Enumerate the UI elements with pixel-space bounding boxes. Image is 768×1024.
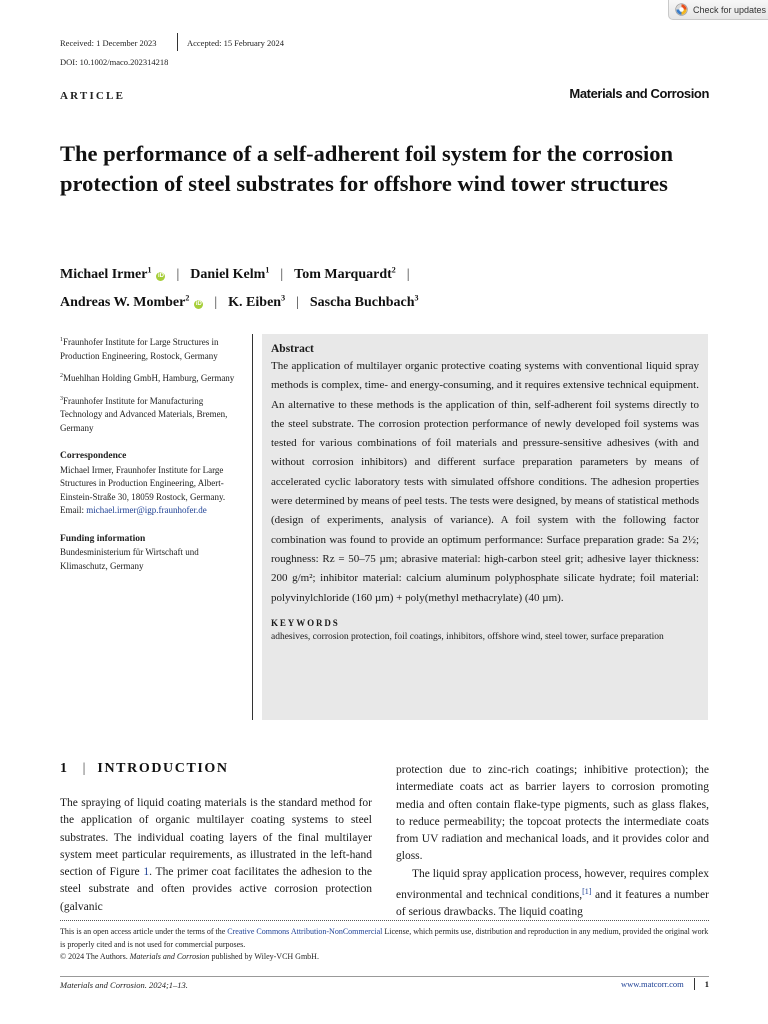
author-name[interactable]: Sascha Buchbach$^3$	[309, 293, 419, 311]
copyright-text: © 2024 The Authors. Materials and Corrosion published by Wiley-VCH GmbH.	[60, 952, 319, 961]
date-divider	[177, 33, 178, 51]
author-separator: |	[406, 266, 410, 282]
keywords-heading: KEYWORDS	[271, 617, 340, 628]
correspondence-text: Michael Irmer, Fraunhofer Institute for Large Structures in Production Engineering, Albert-Einstein-Straße 30, 18059 Rostock, Germany.	[60, 464, 226, 502]
received-date: Received: 1 December 2023	[60, 38, 157, 48]
orcid-icon[interactable]: iD	[195, 301, 202, 308]
author-name[interactable]: K. Eiben$^3$	[228, 293, 286, 311]
correspondence-heading: Correspondence	[60, 451, 127, 461]
license-divider	[60, 920, 709, 921]
abstract-text: The application of multilayer organic protective coating systems with conventional liquid spray methods is complex, time- and energy-consuming, and it requires extensive technical equipment. An alternative to these methods is the application of thin, self-adherent foil systems directly to the steel substrate. The corrosion protection performance of newly developed foil systems was tested for various combinations of foil materials and pressure-sensitive adhesives (with and without corrosion inhibitors) and different surface preparation parameters by means of accelerated cyclic laboratory tests with simulated offshore conditions. The adhesion properties were determined by means of peel tests. The tests were designed, by means of statistical methods (design of experiments, analysis of variance). A foil system with the following factor combination was found to provide an optimum performance: Surface preparation grade: Sa 2½; roughness: Rz = 50–75 µm; abrasive material: high-carbon steel grit; adhesive layer thickness: 200 g/m²; inhibitor material: calcium aluminum polyphosphate silicate hydrate; foil material: polyvinylchloride (160 µm) + poly(methyl methacrylate) (40 µm).	[271, 360, 699, 604]
body-paragraph: The spraying of liquid coating materials is the standard method for the application of organic multilayer coating systems to steel substrates. The individual coating layers of the final multilayer system meet particular requirements, as illustrated in the left-hand section of Figure 1. The primer coat facilitates the adhesion to the steel substrate and often provides active corrosion protection (galvanic	[60, 797, 372, 913]
article-type-label: ARTICLE	[60, 90, 126, 102]
check-for-updates-label: Check for updates	[693, 4, 767, 15]
author-separator: |	[280, 266, 284, 282]
affiliation: $^3$Fraunhofer Institute for Manufacturing Technology and Advanced Materials, Bremen, Germany	[60, 395, 228, 433]
sidebar-divider	[252, 334, 253, 720]
email-link[interactable]: michael.irmer@igp.fraunhofer.de	[86, 505, 207, 515]
author-separator: |	[176, 266, 180, 282]
license-notice	[60, 926, 710, 964]
crossmark-icon	[675, 3, 688, 16]
funding-text: Bundesministerium für Wirtschaft und Klimaschutz, Germany	[60, 547, 199, 571]
author-separator: |	[214, 295, 218, 311]
author-name[interactable]: Andreas W. Momber$^2$	[60, 293, 190, 311]
section-separator: |	[82, 761, 86, 776]
license-text: This is an open access article under the terms of the Creative Commons Attribution-NonCommercial License, which permits use, distribution and reproduction in any medium, provided the original work is properly cited and is not used for commercial purposes.	[60, 927, 709, 949]
abstract-box	[262, 334, 708, 720]
footer-separator	[694, 978, 695, 990]
keywords-list: adhesives, corrosion protection, foil coatings, inhibitors, offshore wind, steel tower, surface preparation	[271, 631, 664, 642]
accepted-date: Accepted: 15 February 2024	[187, 38, 285, 48]
author-separator: |	[296, 295, 299, 311]
correspondence-email: Email: michael.irmer@igp.fraunhofer.de	[60, 505, 207, 515]
footer-citation: Materials and Corrosion. 2024;1–13.	[60, 980, 188, 990]
footer-right	[621, 978, 709, 990]
license-link[interactable]: Creative Commons Attribution-NonCommercial	[227, 927, 383, 936]
section-title: INTRODUCTION	[97, 761, 229, 776]
doi: DOI: 10.1002/maco.202314218	[60, 57, 169, 67]
author-list	[60, 258, 710, 315]
journal-name[interactable]: Materials and Corrosion	[569, 86, 709, 101]
body-paragraph: protection due to zinc-rich coatings; inhibitive protection); the intermediate coats act as barrier layers to corrosion promoting media and often contain flake-type pigments, such as glass flakes, to reduce permeability; the topcoat protects the intermediate coats from UV radiation and mechanical loads, and it provides color and gloss.	[396, 764, 709, 863]
journal-url-link[interactable]: www.matcorr.com	[621, 979, 684, 989]
affiliation: $^2$Muehlhan Holding GmbH, Hamburg, Germany	[60, 373, 235, 383]
section-number: 1	[60, 761, 69, 776]
citation-link[interactable]: [1]	[582, 887, 592, 897]
sidebar-info	[60, 334, 242, 573]
author-name[interactable]: Tom Marquardt$^2$	[294, 265, 396, 282]
orcid-icon[interactable]: iD	[157, 272, 164, 279]
body-paragraph: The liquid spray application process, however, requires complex environmental and technical conditions,[1] and it features a number of serious drawbacks. The liquid coating	[396, 867, 709, 919]
footer-divider	[60, 976, 709, 977]
abstract-heading: Abstract	[271, 343, 314, 355]
check-for-updates-button[interactable]	[668, 0, 768, 20]
body-column-left	[60, 795, 372, 916]
funding-heading: Funding information	[60, 533, 146, 544]
affiliation: $^1$Fraunhofer Institute for Large Structures in Production Engineering, Rostock, Germany	[60, 337, 219, 361]
section-heading	[60, 761, 229, 777]
author-name[interactable]: Daniel Kelm$^1$	[190, 265, 270, 282]
page-number: 1	[704, 979, 709, 989]
figure-ref-link[interactable]: 1	[143, 866, 150, 879]
author-name[interactable]: Michael Irmer$^1$	[60, 265, 152, 282]
paper-title: The performance of a self-adherent foil system for the corrosion protection of steel substrates for offshore wind tower structures	[60, 141, 674, 196]
body-column-right	[396, 762, 709, 922]
